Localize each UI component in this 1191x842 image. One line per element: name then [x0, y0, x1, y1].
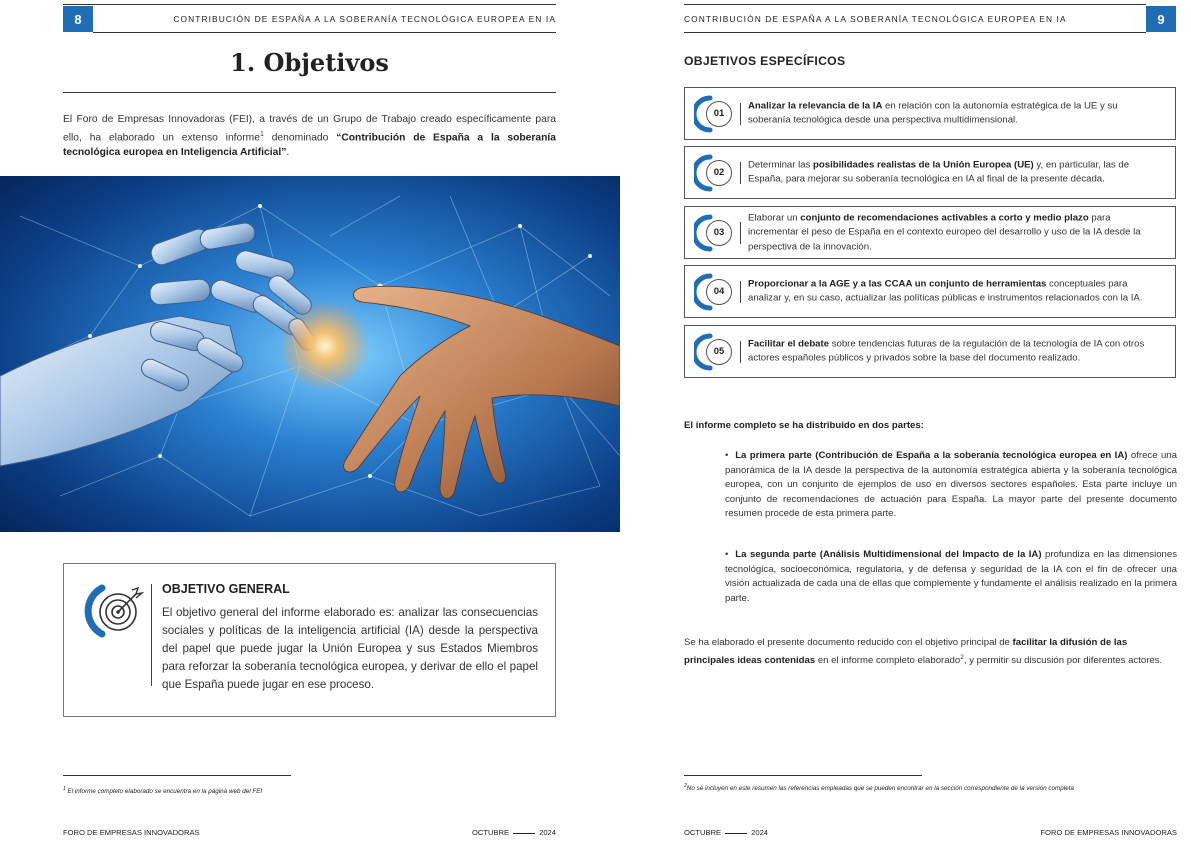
- objective-text: [748, 277, 1161, 306]
- closing-paragraph: [684, 636, 1179, 668]
- text-part: para incrementar el peso de España en el contexto europeo del desarrollo y uso de la IA desde la perspectiva de la innovación.: [748, 211, 1141, 252]
- intro-text: .: [286, 147, 290, 159]
- footer-year: 2024: [539, 828, 556, 837]
- footer-year: 2024: [751, 828, 769, 837]
- footnote: [684, 783, 1074, 792]
- page-title: 1. Objetivos: [230, 48, 389, 77]
- running-title: CONTRIBUCIÓN DE ESPAÑA A LA SOBERANÍA TECNOLÓGICA EUROPEA EN IA: [684, 14, 1067, 24]
- footnote-text: No se incluyen en este resumen las referencias empleadas que se pueden encontrar en la sección correspondiente de la versión completa: [686, 785, 1074, 793]
- objective-number: 05: [706, 339, 732, 365]
- footer-org: FORO DE EMPRESAS INNOVADORAS: [63, 828, 200, 837]
- footnote-rule: [63, 775, 291, 776]
- text-part: sobre tendencias futuras de la regulación de la tecnología de IA con otros actores españoles públicos y privados sobre la base del documento realizado.: [748, 338, 1145, 364]
- objective-number: 03: [706, 220, 732, 246]
- bullet-title: La segunda parte (Análisis Multidimensional del Impacto de la IA): [735, 549, 1042, 560]
- text-bold: Analizar la relevancia de la IA: [748, 100, 883, 111]
- objective-text: El objetivo general del informe elaborado es: analizar las consecuencias sociales y políticas de la inteligencia artificial (IA) desde la perspectiva del papel que puede jugar la Unión Europea y sus Estados Miembros para reforzar la soberanía tecnológica europea, y derivar de ello el papel que España puede jugar en ese proceso.: [162, 606, 538, 691]
- header-rule: [684, 32, 1146, 33]
- footnote-ref[interactable]: 1: [260, 131, 264, 138]
- header-rule: [684, 4, 1146, 5]
- separator: [740, 162, 741, 184]
- specific-objectives-title: OBJETIVOS ESPECÍFICOS: [684, 54, 846, 68]
- target-icon: [80, 582, 144, 640]
- footer-month: OCTUBRE: [471, 828, 510, 837]
- text-bold: Proporcionar a la AGE y a las CCAA un conjunto de herramientas: [748, 278, 1047, 289]
- footnote-number: 2: [684, 783, 687, 789]
- footer-dash: [513, 833, 535, 834]
- intro-paragraph: [63, 112, 556, 160]
- footer-date: [472, 828, 556, 837]
- objective-item: [684, 325, 1176, 378]
- footnote-rule: [684, 775, 922, 776]
- footnote-ref[interactable]: 2: [960, 653, 964, 661]
- bullet-text: ofrece una panorámica de la IA desde la perspectiva de la autonomía estratégica abierta y la soberanía tecnológica europea, con un conjunto de ejemplos de uso en diversos sectores españoles. Esta parte incluye un conjunto de recomendaciones de actuación para España. La mayor parte del presente documento resumen procede de esta primera parte.: [725, 450, 1177, 519]
- objective-item: [684, 87, 1176, 140]
- footnote: [63, 786, 262, 795]
- footnote-text: El informe completo elaborado se encuentra en la página web del FEI: [67, 788, 263, 796]
- objective-item: [684, 265, 1176, 318]
- header-rule: [63, 4, 556, 5]
- page-number: 9: [1146, 6, 1176, 32]
- footnote-number: 1: [63, 786, 66, 792]
- text-bold: Facilitar el debate: [748, 338, 830, 349]
- page-number: 8: [63, 6, 93, 32]
- separator: [151, 584, 152, 686]
- bullet-second-part: • La segunda parte (Análisis Multidimensional del Impacto de la IA) profundiza en las dimensiones tecnológica, socioeconómica, regulatoria, y de defensa y seguridad de la IA con el fin de ofrecer una visión actualizada de cada una de ellas que complemente y fundamente el análisis realizado en la primera parte.: [725, 549, 1177, 604]
- separator: [740, 281, 741, 303]
- objective-text: [748, 99, 1161, 128]
- closing-text: Se ha elaborado el presente documento reducido con el objetivo principal de: [684, 637, 1013, 648]
- bullet-first-part: • La primera parte (Contribución de España a la soberanía tecnológica europea en IA) ofrece una panorámica de la IA desde la perspectiva de la autonomía estratégica abierta y la soberanía tecnológica europea, con un conjunto de ejemplos de uso en diversos sectores españoles. Esta parte incluye un conjunto de recomendaciones de actuación para España. La mayor parte del presente documento resumen procede de esta primera parte.: [725, 450, 1177, 519]
- text-part: conceptuales para analizar y, en su caso, actualizar las políticas públicas e instrumentos relacionados con la IA.: [748, 278, 1143, 304]
- header-rule: [93, 32, 556, 33]
- text-bold: conjunto de recomendaciones activables a corto y medio plazo: [800, 211, 1089, 223]
- intro-text: denominado: [263, 132, 337, 144]
- footer-org: FORO DE EMPRESAS INNOVADORAS: [1040, 828, 1177, 837]
- footer-dash: [725, 833, 747, 834]
- right-page: [600, 0, 1191, 842]
- closing-text: en el informe completo elaborado: [815, 654, 961, 666]
- bullet-text: profundiza en las dimensiones tecnológica, socioeconómica, regulatoria, y de defensa y seguridad de la IA con el fin de ofrecer una visión actualizada de cada una de ellas que complemente y fundamente el análisis realizado en la primera parte.: [725, 549, 1177, 604]
- objective-text: [748, 337, 1161, 366]
- hero-image: [0, 176, 620, 532]
- objective-number: 04: [706, 279, 732, 305]
- title-rule: [63, 92, 556, 93]
- text-bold: posibilidades realistas de la Unión Europea (UE): [813, 159, 1034, 170]
- separator: [740, 341, 741, 363]
- text-part: en relación con la autonomía estratégica de la UE y su soberanía tecnológica desde una perspectiva multidimensional.: [748, 100, 1118, 126]
- separator: [740, 222, 741, 244]
- footer-date: [684, 828, 768, 837]
- running-title: CONTRIBUCIÓN DE ESPAÑA A LA SOBERANÍA TECNOLÓGICA EUROPEA EN IA: [173, 14, 556, 24]
- footer-month: OCTUBRE: [684, 828, 722, 837]
- objective-title: OBJETIVO GENERAL: [162, 582, 290, 596]
- text-part: y, en particular, las de España, para mejorar su soberanía tecnológica en IA al final de la presente década.: [748, 159, 1130, 185]
- objective-item: [684, 146, 1176, 199]
- text-part: Elaborar un: [748, 211, 801, 223]
- objective-text: [748, 211, 1161, 255]
- intro-text: El Foro de Empresas Innovadoras (FEI), a través de un Grupo de Trabajo creado específicamente para ello, ha elaborado un extenso informe: [63, 114, 556, 144]
- objective-number: 02: [706, 160, 732, 186]
- separator: [740, 103, 741, 125]
- parts-intro: El informe completo se ha distribuido en dos partes:: [684, 420, 924, 431]
- report-title: “Contribución de España a la soberanía tecnológica europea en Inteligencia Artificial”: [63, 132, 556, 159]
- closing-text: , y permitir su discusión por diferentes actores.: [963, 654, 1163, 666]
- objective-item: [684, 206, 1176, 259]
- text-part: Determinar las: [748, 159, 814, 170]
- bullet-title: La primera parte (Contribución de España a la soberanía tecnológica europea en IA): [735, 450, 1128, 461]
- closing-bold: facilitar la difusión de las principales ideas contenidas: [684, 637, 1128, 666]
- objective-number: 01: [706, 101, 732, 127]
- objective-text: [748, 158, 1161, 187]
- general-objective-box: [63, 563, 556, 717]
